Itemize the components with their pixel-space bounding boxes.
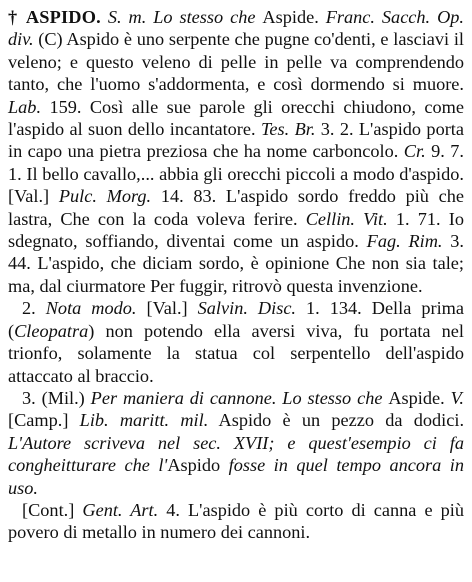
- text-run: Aspide.: [262, 7, 326, 27]
- italic-run: Gent. Art.: [82, 499, 159, 520]
- text-run: 3. 2. L'aspido porta in capo una pietra preziosa che ha nome carboncolo.: [8, 119, 464, 162]
- italic-run: Per maniera di cannone. Lo stesso che: [90, 387, 389, 408]
- sense-1-text: [8, 7, 464, 296]
- text-run: 159. Così alle sue parole gli orecchi chiudono, come l'aspido al suon dello incantatore.: [8, 96, 464, 140]
- text-run: [Val.]: [136, 298, 198, 319]
- text-run: 1. 71. Io sdegnato, soffiando, diventai come un aspido.: [8, 208, 464, 252]
- italic-run: Tes. Br.: [260, 119, 316, 140]
- text-run: 14. 83. L'aspido sordo freddo più che lastra, Che con la coda voleva ferire.: [8, 186, 464, 229]
- italic-run: Cr.: [403, 141, 426, 162]
- text-run: Aspide.: [388, 387, 451, 408]
- italic-run: V.: [450, 387, 464, 408]
- italic-run: S. m. Lo stesso che: [107, 7, 263, 27]
- sense-4-text: [8, 500, 464, 542]
- entry-sense-4: [8, 499, 464, 544]
- sense-2-text: [8, 298, 464, 385]
- italic-run: Pulc. Morg.: [58, 186, 152, 207]
- entry-sense-3: [8, 387, 464, 499]
- text-run: 1. 134. Della prima (: [8, 298, 464, 341]
- text-run: 4. L'aspido è più corto di canna e più povero di metallo in numero dei cannoni.: [8, 499, 465, 543]
- text-run: 9. 7. 1. Il bello cavallo,... abbia gli orecchi piccoli a modo d'aspido. [Val.]: [8, 141, 464, 207]
- text-run: [Camp.]: [8, 410, 80, 431]
- italic-run: fosse in quel tempo ancora in uso.: [8, 455, 465, 498]
- italic-run: Salvin. Disc.: [197, 298, 296, 319]
- text-run: 3. 44. L'aspido, che diciam sordo, è opinione Che non sia tale; ma, dal ciurmatore Per fuggir, ritrovò questa invenzione.: [8, 231, 465, 296]
- italic-run: Nota modo.: [45, 298, 137, 319]
- text-run: ) non potendo ella aversi viva, fu portata nel trionfo, solamente la statua col serpentello dell'aspido attaccato al braccio.: [8, 320, 464, 386]
- italic-run: L'Autore scriveva nel sec. XVII; e quest'esempio ci fa congheitturare che l': [8, 432, 464, 476]
- entry-sense-1: [8, 6, 464, 297]
- entry-sense-2: [8, 297, 464, 387]
- italic-run: Franc. Sacch. Op. div.: [8, 7, 464, 50]
- sense-3-text: [8, 388, 464, 498]
- text-run: [Cont.]: [22, 499, 83, 520]
- text-run: Aspido: [167, 455, 229, 476]
- italic-run: Lab.: [8, 96, 42, 117]
- headword: † ASPIDO.: [8, 7, 101, 27]
- text-run: 3. (Mil.): [22, 387, 91, 408]
- italic-run: Cleopatra: [14, 320, 89, 341]
- italic-run: Lib. maritt. mil.: [79, 410, 209, 431]
- italic-run: Cellin. Vit.: [305, 208, 388, 229]
- text-run: (C) Aspido è uno serpente che pugne co'denti, e lasciavi il veleno; e questo veleno di pelle in pelle va comprendendo tanto, che l'uomo s'addormenta, e così dormendo si muore.: [8, 29, 464, 95]
- text-run: 2.: [22, 298, 46, 319]
- text-run: Aspido è un pezzo da dodici.: [208, 410, 465, 431]
- italic-run: Fag. Rim.: [366, 231, 443, 252]
